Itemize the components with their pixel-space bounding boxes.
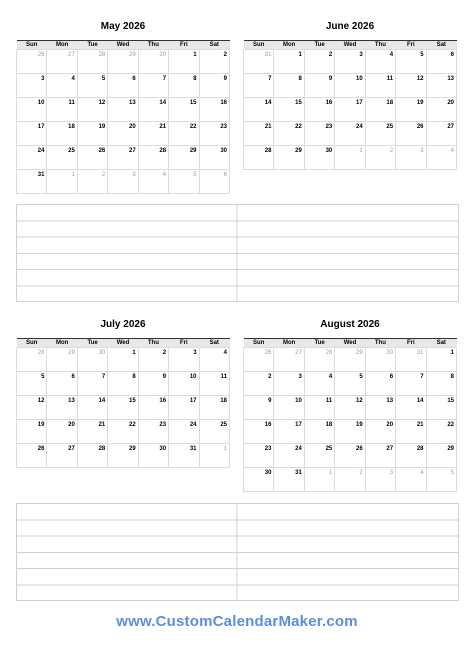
weekday-header: Tue [77, 41, 107, 50]
day-cell: 14 [138, 98, 168, 122]
day-cell: 10 [17, 98, 47, 122]
weekday-header: Fri [169, 41, 199, 50]
weekday-header: Mon [47, 339, 77, 348]
adjacent-month-day-cell: 3 [108, 170, 138, 194]
week-row [17, 122, 230, 146]
adjacent-month-day-cell: 2 [335, 468, 365, 492]
day-cell: 11 [199, 372, 229, 396]
adjacent-month-day-cell: 29 [108, 50, 138, 74]
calendar-june-2026 [243, 20, 457, 170]
day-cell: 21 [396, 420, 426, 444]
day-cell: 30 [244, 468, 274, 492]
day-cell: 5 [77, 74, 107, 98]
day-cell: 18 [47, 122, 77, 146]
adjacent-month-day-cell: 30 [365, 348, 395, 372]
week-row [17, 396, 230, 420]
day-cell: 21 [244, 122, 274, 146]
adjacent-month-day-cell: 27 [47, 50, 77, 74]
weekday-header: Tue [77, 339, 107, 348]
day-cell: 7 [396, 372, 426, 396]
day-cell: 3 [17, 74, 47, 98]
day-cell: 30 [304, 146, 334, 170]
day-cell: 25 [304, 444, 334, 468]
day-cell: 21 [77, 420, 107, 444]
day-cell: 31 [274, 468, 304, 492]
weekday-header: Sun [244, 339, 274, 348]
day-cell: 2 [244, 372, 274, 396]
adjacent-month-day-cell: 4 [138, 170, 168, 194]
day-cell: 17 [335, 98, 365, 122]
weekday-header: Tue [304, 339, 334, 348]
day-cell: 13 [47, 396, 77, 420]
calendar-may-2026 [16, 20, 230, 194]
day-cell: 16 [304, 98, 334, 122]
week-row [17, 50, 230, 74]
day-cell: 27 [47, 444, 77, 468]
weekday-header: Sat [426, 41, 456, 50]
day-cell: 3 [335, 50, 365, 74]
notes-area-1 [16, 204, 459, 302]
weekday-header: Wed [335, 339, 365, 348]
day-cell: 12 [335, 396, 365, 420]
week-row [17, 98, 230, 122]
day-cell: 18 [365, 98, 395, 122]
day-cell: 31 [169, 444, 199, 468]
day-cell: 23 [138, 420, 168, 444]
day-cell: 16 [199, 98, 229, 122]
day-cell: 18 [199, 396, 229, 420]
week-row [17, 420, 230, 444]
adjacent-month-day-cell: 31 [396, 348, 426, 372]
day-cell: 24 [274, 444, 304, 468]
weekday-header: Wed [335, 41, 365, 50]
day-cell: 6 [426, 50, 456, 74]
weekday-header: Sun [17, 339, 47, 348]
adjacent-month-day-cell: 29 [47, 348, 77, 372]
week-row [244, 74, 457, 98]
day-cell: 9 [138, 372, 168, 396]
week-row [244, 396, 457, 420]
day-cell: 29 [274, 146, 304, 170]
day-cell: 27 [426, 122, 456, 146]
day-cell: 13 [426, 74, 456, 98]
day-cell: 2 [138, 348, 168, 372]
day-cell: 2 [304, 50, 334, 74]
day-cell: 19 [17, 420, 47, 444]
day-cell: 19 [77, 122, 107, 146]
footer-website-link[interactable]: www.CustomCalendarMaker.com [116, 613, 358, 630]
week-row [17, 348, 230, 372]
weekday-header: Thu [138, 339, 168, 348]
day-cell: 29 [108, 444, 138, 468]
day-cell: 15 [426, 396, 456, 420]
day-cell: 24 [335, 122, 365, 146]
day-cell: 24 [17, 146, 47, 170]
day-cell: 23 [304, 122, 334, 146]
day-cell: 8 [426, 372, 456, 396]
day-cell: 17 [17, 122, 47, 146]
adjacent-month-day-cell: 6 [199, 170, 229, 194]
weekday-header: Thu [365, 41, 395, 50]
week-row [244, 146, 457, 170]
day-cell: 28 [244, 146, 274, 170]
weekday-header: Fri [396, 339, 426, 348]
weekday-header: Sat [426, 339, 456, 348]
day-cell: 26 [17, 444, 47, 468]
day-cell: 17 [169, 396, 199, 420]
day-cell: 14 [77, 396, 107, 420]
adjacent-month-day-cell: 1 [47, 170, 77, 194]
day-cell: 9 [304, 74, 334, 98]
weekday-header: Thu [365, 339, 395, 348]
day-cell: 22 [426, 420, 456, 444]
day-cell: 19 [396, 98, 426, 122]
day-cell: 8 [108, 372, 138, 396]
day-cell: 20 [426, 98, 456, 122]
week-row [244, 420, 457, 444]
month-title: July 2026 [100, 319, 146, 330]
day-cell: 28 [396, 444, 426, 468]
day-cell: 10 [335, 74, 365, 98]
day-cell: 24 [169, 420, 199, 444]
weekday-header: Wed [108, 41, 138, 50]
adjacent-month-day-cell: 2 [365, 146, 395, 170]
day-cell: 21 [138, 122, 168, 146]
day-cell: 17 [274, 420, 304, 444]
day-cell: 4 [365, 50, 395, 74]
day-cell: 13 [108, 98, 138, 122]
calendar-july-2026 [16, 318, 230, 468]
weekday-header: Sat [199, 339, 229, 348]
weekday-header: Mon [274, 41, 304, 50]
day-cell: 10 [169, 372, 199, 396]
day-cell: 13 [365, 396, 395, 420]
adjacent-month-day-cell: 3 [396, 146, 426, 170]
month-grid [243, 338, 457, 492]
day-cell: 20 [47, 420, 77, 444]
day-cell: 7 [138, 74, 168, 98]
day-cell: 12 [396, 74, 426, 98]
week-row [244, 348, 457, 372]
adjacent-month-day-cell: 4 [396, 468, 426, 492]
day-cell: 4 [47, 74, 77, 98]
adjacent-month-day-cell: 30 [138, 50, 168, 74]
adjacent-month-day-cell: 26 [17, 50, 47, 74]
adjacent-month-day-cell: 30 [77, 348, 107, 372]
day-cell: 9 [199, 74, 229, 98]
adjacent-month-day-cell: 28 [304, 348, 334, 372]
day-cell: 22 [108, 420, 138, 444]
month-title: August 2026 [320, 319, 380, 330]
day-cell: 25 [365, 122, 395, 146]
day-cell: 25 [47, 146, 77, 170]
month-title: May 2026 [100, 21, 146, 32]
day-cell: 23 [244, 444, 274, 468]
adjacent-month-day-cell: 3 [365, 468, 395, 492]
day-cell: 28 [77, 444, 107, 468]
calendar-august-2026 [243, 318, 457, 492]
week-row [17, 146, 230, 170]
day-cell: 27 [365, 444, 395, 468]
day-cell: 26 [396, 122, 426, 146]
adjacent-month-day-cell: 28 [17, 348, 47, 372]
day-cell: 27 [108, 146, 138, 170]
day-cell: 2 [199, 50, 229, 74]
day-cell: 18 [304, 420, 334, 444]
week-row [244, 98, 457, 122]
day-cell: 14 [244, 98, 274, 122]
day-cell: 8 [274, 74, 304, 98]
week-row [244, 372, 457, 396]
month-grid [16, 338, 230, 468]
week-row [244, 468, 457, 492]
day-cell: 5 [335, 372, 365, 396]
week-row [17, 372, 230, 396]
week-row [244, 444, 457, 468]
day-cell: 6 [108, 74, 138, 98]
week-row [244, 122, 457, 146]
day-cell: 7 [77, 372, 107, 396]
day-cell: 22 [274, 122, 304, 146]
adjacent-month-day-cell: 1 [335, 146, 365, 170]
adjacent-month-day-cell: 28 [77, 50, 107, 74]
adjacent-month-day-cell: 1 [304, 468, 334, 492]
day-cell: 15 [108, 396, 138, 420]
day-cell: 1 [108, 348, 138, 372]
day-cell: 3 [274, 372, 304, 396]
day-cell: 30 [199, 146, 229, 170]
adjacent-month-day-cell: 29 [335, 348, 365, 372]
day-cell: 31 [17, 170, 47, 194]
day-cell: 5 [17, 372, 47, 396]
week-row [17, 74, 230, 98]
day-cell: 4 [199, 348, 229, 372]
day-cell: 16 [138, 396, 168, 420]
weekday-header: Mon [47, 41, 77, 50]
adjacent-month-day-cell: 4 [426, 146, 456, 170]
adjacent-month-day-cell: 27 [274, 348, 304, 372]
day-cell: 30 [138, 444, 168, 468]
notes-area-2 [16, 503, 459, 601]
day-cell: 28 [138, 146, 168, 170]
week-row [244, 50, 457, 74]
day-cell: 22 [169, 122, 199, 146]
day-cell: 6 [365, 372, 395, 396]
adjacent-month-day-cell: 5 [169, 170, 199, 194]
day-cell: 16 [244, 420, 274, 444]
week-row [17, 444, 230, 468]
day-cell: 9 [244, 396, 274, 420]
weekday-header: Fri [396, 41, 426, 50]
day-cell: 11 [365, 74, 395, 98]
day-cell: 29 [426, 444, 456, 468]
day-cell: 15 [274, 98, 304, 122]
month-grid [243, 40, 457, 170]
adjacent-month-day-cell: 26 [244, 348, 274, 372]
month-grid [16, 40, 230, 194]
weekday-header: Sat [199, 41, 229, 50]
day-cell: 11 [47, 98, 77, 122]
adjacent-month-day-cell: 5 [426, 468, 456, 492]
day-cell: 7 [244, 74, 274, 98]
adjacent-month-day-cell: 31 [244, 50, 274, 74]
day-cell: 5 [396, 50, 426, 74]
weekday-header: Fri [169, 339, 199, 348]
day-cell: 10 [274, 396, 304, 420]
day-cell: 26 [335, 444, 365, 468]
day-cell: 12 [17, 396, 47, 420]
adjacent-month-day-cell: 2 [77, 170, 107, 194]
day-cell: 1 [169, 50, 199, 74]
adjacent-month-day-cell: 1 [199, 444, 229, 468]
day-cell: 14 [396, 396, 426, 420]
month-title: June 2026 [325, 21, 375, 32]
day-cell: 20 [108, 122, 138, 146]
day-cell: 20 [365, 420, 395, 444]
day-cell: 4 [304, 372, 334, 396]
day-cell: 26 [77, 146, 107, 170]
day-cell: 8 [169, 74, 199, 98]
day-cell: 12 [77, 98, 107, 122]
day-cell: 29 [169, 146, 199, 170]
week-row [17, 170, 230, 194]
day-cell: 6 [47, 372, 77, 396]
weekday-header: Thu [138, 41, 168, 50]
day-cell: 1 [274, 50, 304, 74]
weekday-header: Mon [274, 339, 304, 348]
day-cell: 3 [169, 348, 199, 372]
day-cell: 15 [169, 98, 199, 122]
day-cell: 23 [199, 122, 229, 146]
day-cell: 1 [426, 348, 456, 372]
weekday-header: Tue [304, 41, 334, 50]
day-cell: 19 [335, 420, 365, 444]
weekday-header: Sun [17, 41, 47, 50]
weekday-header: Sun [244, 41, 274, 50]
day-cell: 25 [199, 420, 229, 444]
day-cell: 11 [304, 396, 334, 420]
weekday-header: Wed [108, 339, 138, 348]
